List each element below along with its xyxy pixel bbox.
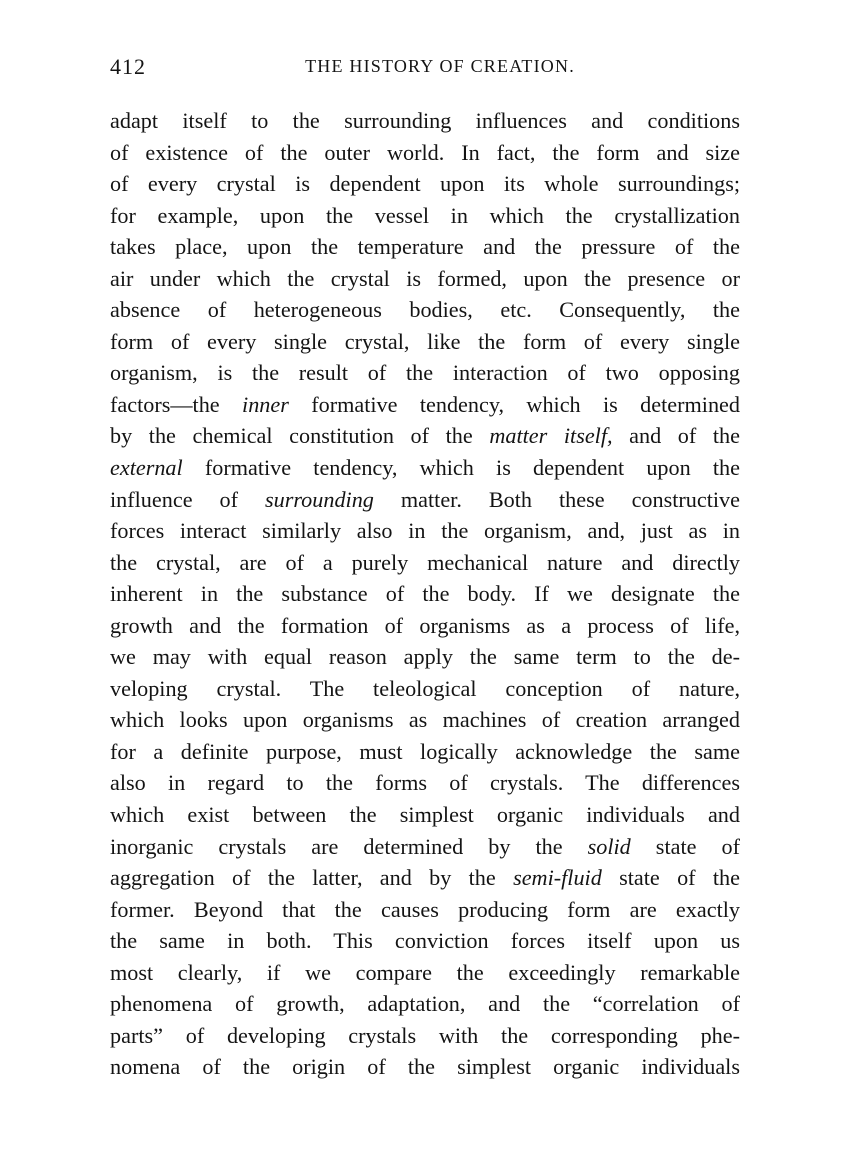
text-line: [110, 957, 740, 989]
text-segment: most clearly, if we compare the exceedingly remarkable: [110, 959, 740, 985]
text-segment: former. Beyond that the causes producing form are exactly: [110, 896, 740, 922]
text-line: [110, 1051, 740, 1083]
text-segment: influence of: [110, 486, 265, 512]
text-segment: nomena of the origin of the simplest organic individuals: [110, 1054, 740, 1080]
italic-text: external: [110, 455, 183, 481]
text-line: [110, 137, 740, 169]
text-line: [110, 200, 740, 232]
text-line: [110, 862, 740, 894]
text-segment: also in regard to the forms of crystals. The differences: [110, 770, 740, 796]
text-segment: matter. Both these constructive: [373, 486, 740, 512]
running-title: THE HISTORY OF CREATION.: [305, 56, 575, 76]
italic-text: matter itself,: [489, 423, 613, 449]
text-line: [110, 294, 740, 326]
text-line: [110, 231, 740, 263]
text-line: [110, 326, 740, 358]
text-segment: of existence of the outer world. In fact, the form and size: [110, 139, 740, 165]
text-segment: phenomena of growth, adaptation, and the “correlation of: [110, 991, 740, 1017]
text-line: [110, 168, 740, 200]
text-line: [110, 673, 740, 705]
text-segment: state of the: [601, 865, 740, 891]
text-segment: of every crystal is dependent upon its whole surroundings;: [110, 171, 740, 197]
text-line: [110, 452, 740, 484]
text-line: [110, 894, 740, 926]
text-segment: growth and the formation of organisms as a process of life,: [110, 612, 740, 638]
text-segment: which exist between the simplest organic individuals and: [110, 802, 740, 828]
text-segment: and of the: [612, 423, 740, 449]
text-line: [110, 263, 740, 295]
text-segment: aggregation of the latter, and by the: [110, 865, 514, 891]
text-line: [110, 799, 740, 831]
text-line: [110, 704, 740, 736]
text-line: [110, 389, 740, 421]
text-segment: inorganic crystals are determined by the: [110, 833, 588, 859]
text-line: [110, 420, 740, 452]
text-segment: we may with equal reason apply the same term to the de-: [110, 644, 740, 670]
text-line: [110, 736, 740, 768]
italic-text: inner: [242, 391, 289, 417]
text-line: [110, 831, 740, 863]
italic-text: semi-fluid: [513, 865, 602, 891]
text-segment: formative tendency, which is determined: [288, 391, 740, 417]
text-segment: adapt itself to the surrounding influences and conditions: [110, 108, 740, 133]
text-line: [110, 767, 740, 799]
text-line: [110, 610, 740, 642]
text-segment: absence of heterogeneous bodies, etc. Consequently, the: [110, 297, 740, 323]
text-line: [110, 357, 740, 389]
text-segment: which looks upon organisms as machines of creation arranged: [110, 707, 740, 733]
text-segment: takes place, upon the temperature and the pressure of the: [110, 234, 740, 260]
text-line: [110, 515, 740, 547]
text-line: [110, 105, 740, 137]
text-line: [110, 484, 740, 516]
text-segment: formative tendency, which is dependent upon the: [182, 455, 740, 481]
text-segment: for example, upon the vessel in which the crystallization: [110, 202, 740, 228]
text-line: [110, 641, 740, 673]
text-segment: for a definite purpose, must logically acknowledge the same: [110, 738, 740, 764]
text-segment: the crystal, are of a purely mechanical nature and directly: [110, 549, 740, 575]
text-segment: organism, is the result of the interaction of two opposing: [110, 360, 740, 386]
text-line: [110, 547, 740, 579]
text-segment: forces interact similarly also in the organism, and, just as in: [110, 518, 740, 544]
text-segment: by the chemical constitution of the: [110, 423, 490, 449]
text-segment: veloping crystal. The teleological conception of nature,: [110, 675, 740, 701]
text-line: [110, 1020, 740, 1052]
text-line: [110, 578, 740, 610]
text-segment: factors—the: [110, 391, 243, 417]
page-number: 412: [110, 54, 146, 79]
text-segment: state of: [630, 833, 740, 859]
italic-text: solid: [587, 833, 631, 859]
text-line: [110, 988, 740, 1020]
text-segment: form of every single crystal, like the form of every single: [110, 328, 740, 354]
text-segment: inherent in the substance of the body. If we designate the: [110, 581, 740, 607]
text-segment: parts” of developing crystals with the corresponding phe-: [110, 1022, 740, 1048]
italic-text: surrounding: [265, 486, 374, 512]
body-text: [110, 105, 740, 1083]
text-line: [110, 925, 740, 957]
text-segment: air under which the crystal is formed, upon the presence or: [110, 265, 740, 291]
text-segment: the same in both. This conviction forces itself upon us: [110, 928, 740, 954]
running-head: [110, 54, 740, 84]
